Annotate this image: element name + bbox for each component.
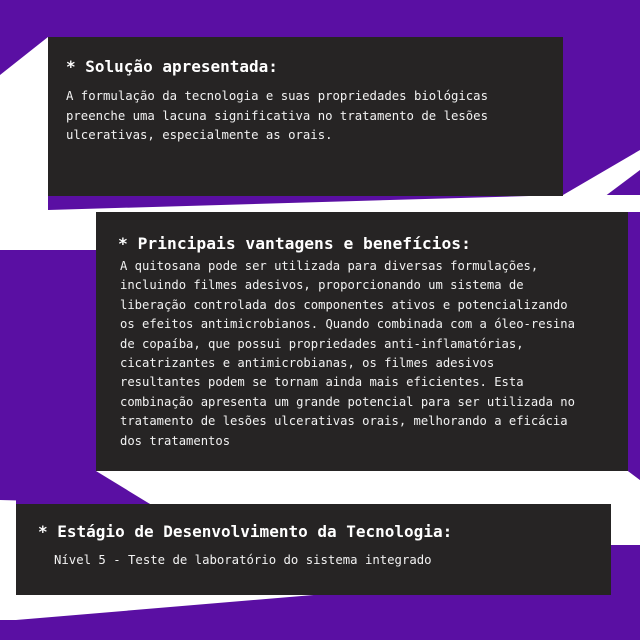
development-stage-body: Nível 5 - Teste de laboratório do sistema integrado [54, 553, 432, 567]
advantages-body: A quitosana pode ser utilizada para diversas formulações, incluindo filmes adesivos, proporcionando um sistema de liberação controlada dos componentes ativos e potencializando os efeitos antimicrobianos. Quando combinada com a óleo-resina de copaíba, que possui propriedades anti-inflamatórias, cicatrizantes e antimicrobianas, os filmes adesivos resultantes podem se tornam ainda mais eficientes. Esta combinação apresenta um grande potencial para ser utilizada no tratamento de lesões ulcerativas orais, melhorando a eficácia dos tratamentos [120, 259, 575, 448]
solution-panel [48, 37, 563, 196]
purple-cut-right [628, 212, 640, 480]
solution-body: A formulação da tecnologia e suas propriedades biológicas preenche uma lacuna significativa no tratamento de lesões ulcerativas, especialmente as orais. [66, 89, 488, 143]
development-stage-panel [16, 504, 611, 595]
advantages-title: * Principais vantagens e benefícios: [118, 234, 471, 253]
advantages-panel [96, 212, 628, 471]
white-strip-right [563, 150, 640, 200]
solution-title: * Solução apresentada: [66, 57, 278, 76]
development-stage-title: * Estágio de Desenvolvimento da Tecnologia: [38, 522, 453, 541]
